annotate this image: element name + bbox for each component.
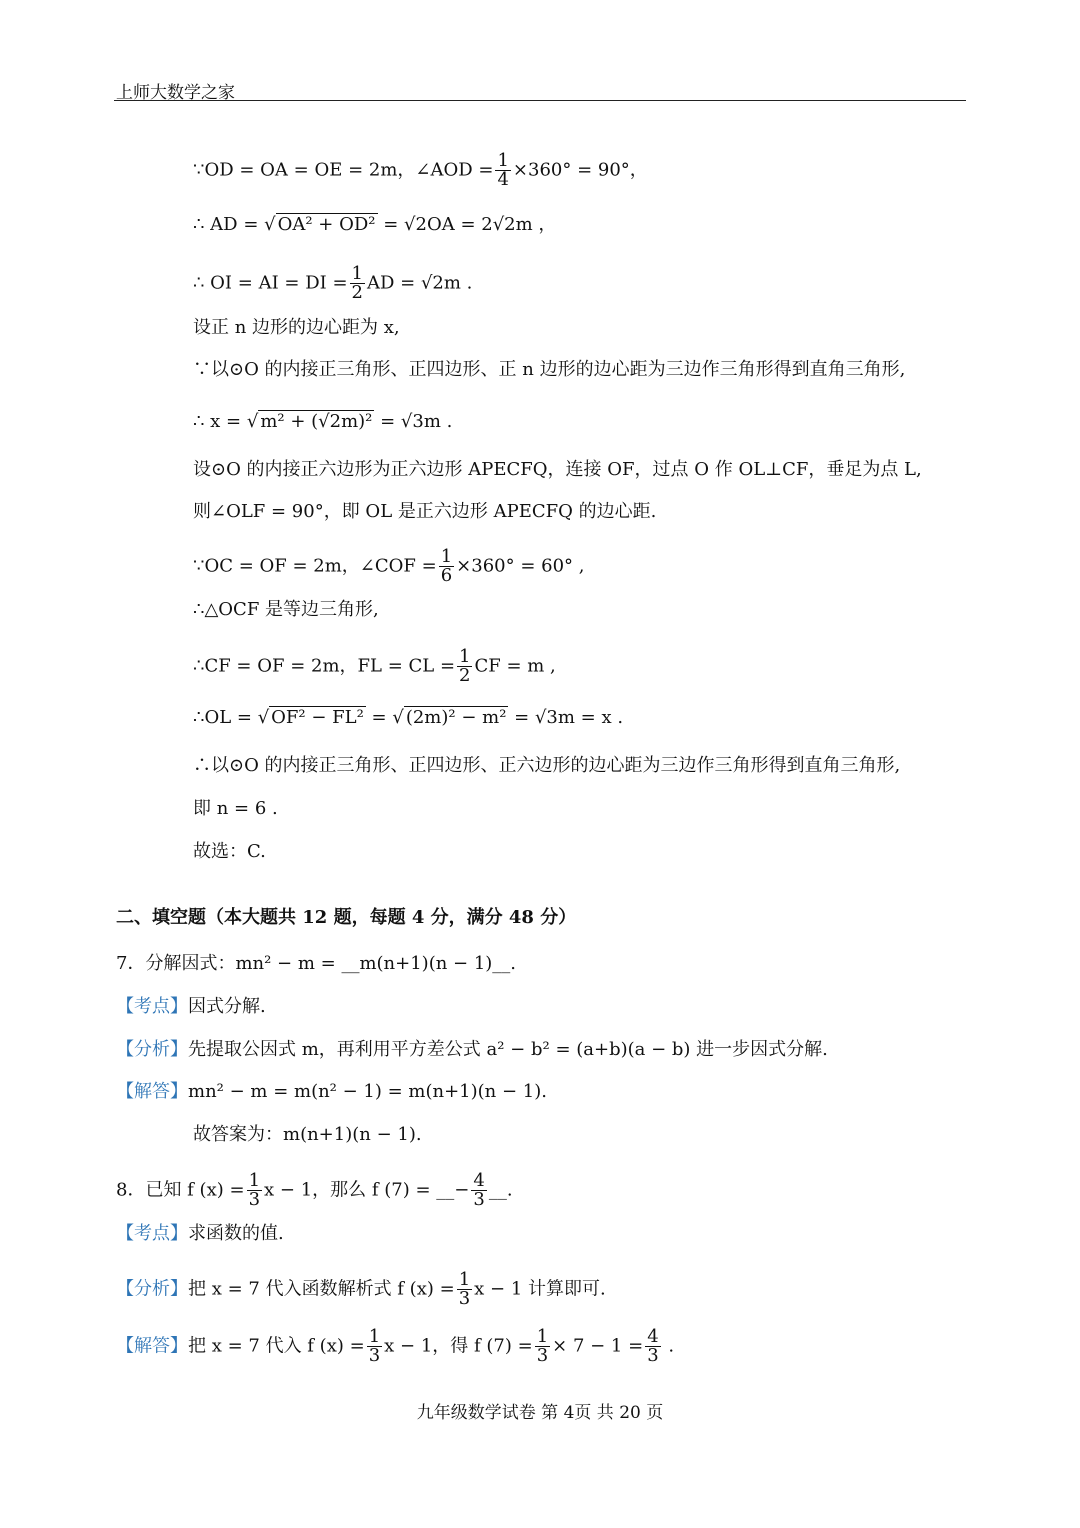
fraction-numerator: 4 <box>473 1170 485 1191</box>
fraction-denominator: 3 <box>458 1288 471 1309</box>
text: 把 x = 7 代入函数解析式 f (x) = <box>188 1278 455 1300</box>
fraction-denominator: 3 <box>647 1345 659 1366</box>
fraction-denominator: 3 <box>473 1189 485 1210</box>
text: x − 1，得 f (7) = <box>384 1335 533 1357</box>
text: x − 1 计算即可. <box>474 1278 606 1300</box>
header-rule <box>114 100 966 101</box>
text: ×360° = 60° , <box>456 555 585 577</box>
section-title: 二、填空题（本大题共 12 题，每题 4 分，满分 48 分） <box>116 907 577 928</box>
solution-line-11 <box>193 648 556 685</box>
solution-line-10: ∴△OCF 是等边三角形, <box>193 599 379 620</box>
text: 先提取公因式 m，再利用平方差公式 a² − b² = (a+b)(a − b) 进一步因式分解. <box>188 1039 828 1060</box>
jieda-tag: 【解答】 <box>116 1335 188 1357</box>
q7-kaodian <box>116 995 266 1019</box>
fraction-numerator: 1 <box>440 546 453 567</box>
fraction <box>367 1328 382 1365</box>
radicand: OF² − FL² <box>271 707 364 728</box>
fraction <box>645 1328 660 1365</box>
fraction-denominator: 3 <box>368 1345 381 1366</box>
text: = √ <box>365 707 404 728</box>
solution-line-2 <box>193 213 556 237</box>
fraction-denominator: 6 <box>440 565 453 586</box>
jieda-tag: 【解答】 <box>116 1081 188 1102</box>
text: ∴CF = OF = 2m，FL = CL = <box>193 655 456 677</box>
fraction <box>495 152 510 189</box>
fenxi-tag: 【分析】 <box>116 1278 188 1300</box>
solution-line-8: 则∠OLF = 90°，即 OL 是正六边形 APECFQ 的边心距. <box>193 501 657 522</box>
text: ∴ AD = √ <box>193 214 276 235</box>
q8-jieda <box>116 1328 674 1365</box>
solution-line-3 <box>193 265 472 302</box>
fraction-numerator: 1 <box>368 1326 381 1347</box>
fraction <box>247 1172 262 1209</box>
page-header: 上师大数学之家 <box>116 83 235 103</box>
answer-fraction <box>471 1172 486 1209</box>
fraction <box>350 265 365 302</box>
radicand: (2m)² − m² <box>405 707 507 728</box>
minus-sign: − <box>454 1179 470 1201</box>
solution-line-14: 即 n = 6 . <box>193 798 278 819</box>
solution-line-13: ∴以⊙O 的内接正三角形、正四边形、正六边形的边心距为三边作三角形得到直角三角形, <box>193 755 901 776</box>
fraction-numerator: 4 <box>647 1326 659 1347</box>
text: = √2OA = 2√2m ， <box>377 214 557 235</box>
fraction-denominator: 4 <box>497 169 509 190</box>
text: AD = √2m . <box>367 272 473 294</box>
q7-fenxi <box>116 1038 828 1062</box>
text: CF = m , <box>474 655 556 677</box>
solution-line-7: 设⊙O 的内接正六边形为正六边形 APECFQ，连接 OF，过点 O 作 OL⊥CF，垂足为点 L, <box>193 459 922 480</box>
fraction-denominator: 2 <box>459 665 471 686</box>
page-footer: 九年级数学试卷 第 4页 共 20 页 <box>416 1403 664 1423</box>
fraction-denominator: 3 <box>536 1345 549 1366</box>
fenxi-tag: 【分析】 <box>116 1039 188 1060</box>
fraction <box>457 648 472 685</box>
text: . <box>662 1335 675 1357</box>
fraction-numerator: 1 <box>458 1269 471 1290</box>
fraction-denominator: 2 <box>351 282 363 303</box>
solution-line-5: ∵以⊙O 的内接正三角形、正四边形、正 n 边形的边心距为三边作三角形得到直角三角形, <box>193 359 906 380</box>
text: ∴ OI = AI = DI = <box>193 272 348 294</box>
text: × 7 − 1 = <box>552 1335 644 1357</box>
fraction-numerator: 1 <box>459 646 471 667</box>
fraction-numerator: 1 <box>248 1170 261 1191</box>
text: 把 x = 7 代入 f (x) = <box>188 1335 365 1357</box>
solution-line-9 <box>193 548 584 585</box>
radicand: m² + (√2m)² <box>260 411 373 432</box>
fraction <box>457 1271 472 1308</box>
text: = √3m . <box>374 411 453 432</box>
fraction <box>439 548 454 585</box>
question-8 <box>116 1172 513 1209</box>
text: = √3m = x . <box>508 707 624 728</box>
fraction-numerator: 1 <box>536 1326 549 1347</box>
kaodian-tag: 【考点】 <box>116 1223 188 1244</box>
text: x − 1，那么 f (7) = __ <box>264 1179 455 1201</box>
solution-line-1 <box>193 152 648 189</box>
q8-fenxi <box>116 1271 606 1308</box>
q7-answer: 故答案为：m(n+1)(n − 1). <box>193 1124 422 1145</box>
text: 求函数的值. <box>188 1223 284 1244</box>
text: __. <box>488 1179 513 1201</box>
solution-line-4: 设正 n 边形的边心距为 x, <box>193 317 400 338</box>
text: ∴ x = √ <box>193 411 259 432</box>
solution-line-15: 故选：C. <box>193 841 266 862</box>
solution-line-12 <box>193 706 623 730</box>
q7-jieda <box>116 1080 547 1104</box>
radicand: OA² + OD² <box>277 214 376 235</box>
q8-kaodian <box>116 1222 284 1246</box>
text: 8．已知 f (x) = <box>116 1179 245 1201</box>
text: ∴OL = √ <box>193 707 270 728</box>
text: ∵OC = OF = 2m，∠COF = <box>193 555 437 577</box>
text: ×360° = 90°， <box>512 159 648 181</box>
question-7: 7．分解因式：mn² − m = __m(n+1)(n − 1)__. <box>116 953 517 974</box>
fraction-numerator: 1 <box>351 263 363 284</box>
fraction-numerator: 1 <box>497 150 509 171</box>
text: 因式分解. <box>188 996 266 1017</box>
text: mn² − m = m(n² − 1) = m(n+1)(n − 1). <box>188 1081 547 1102</box>
text: ∵OD = OA = OE = 2m，∠AOD = <box>193 159 494 181</box>
fraction <box>535 1328 550 1365</box>
kaodian-tag: 【考点】 <box>116 996 188 1017</box>
solution-line-6 <box>193 410 452 434</box>
fraction-denominator: 3 <box>248 1189 261 1210</box>
